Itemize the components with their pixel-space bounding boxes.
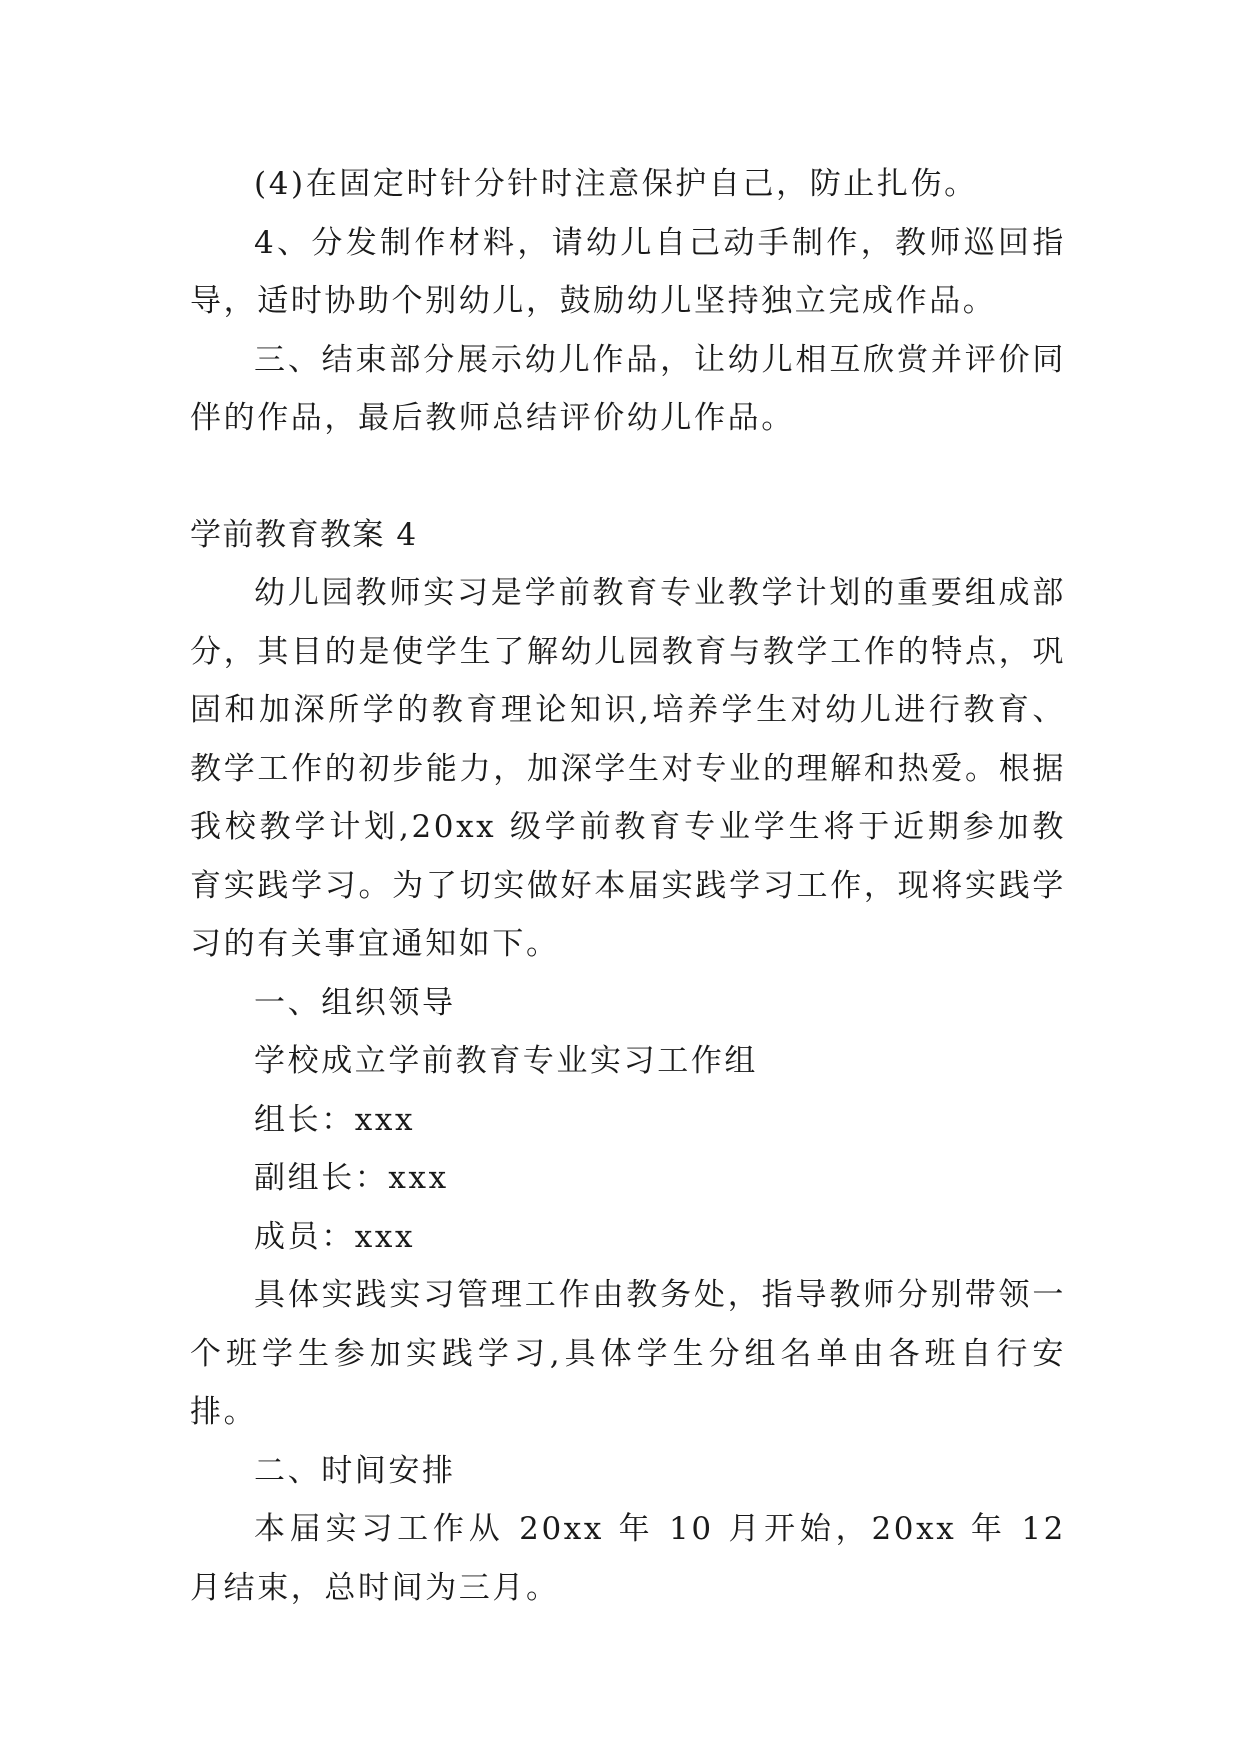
paragraph-management: 具体实践实习管理工作由教务处，指导教师分别带领一个班学生参加实践学习,具体学生分组名单由各班自行安排。 — [190, 1277, 1066, 1430]
paragraph-working-group: 学校成立学前教育专业实习工作组 — [254, 1043, 758, 1079]
heading-schedule: 二、时间安排 — [254, 1452, 456, 1489]
paragraph-closing-section: 三、结束部分展示幼儿作品，让幼儿相互欣赏并评价同伴的作品，最后教师总结评价幼儿作品。 — [190, 341, 1066, 436]
heading-organization: 一、组织领导 — [254, 984, 456, 1021]
document-body — [190, 155, 1066, 1617]
paragraph-members: 成员：xxx — [254, 1218, 416, 1255]
paragraph-intro: 幼儿园教师实习是学前教育专业教学计划的重要组成部分，其目的是使学生了解幼儿园教育与教学工作的特点，巩固和加深所学的教育理论知识,培养学生对幼儿进行教育、教学工作的初步能力，加深学生对专业的理解和热爱。根据我校教学计划,20xx 级学前教育专业学生将于近期参加教育实践学习。为了切实做好本届实践学习工作，现将实践学习的有关事宜通知如下。 — [190, 575, 1066, 962]
section-title: 学前教育教案 4 — [190, 516, 418, 553]
paragraph-leader: 组长：xxx — [254, 1101, 416, 1138]
paragraph-schedule: 本届实习工作从 20xx 年 10 月开始，20xx 年 12 月结束，总时间为三月。 — [190, 1511, 1066, 1606]
paragraph-distribute-materials: 4、分发制作材料，请幼儿自己动手制作，教师巡回指导，适时协助个别幼儿，鼓励幼儿坚持独立完成作品。 — [190, 224, 1066, 319]
paragraph-step-4-safety: (4)在固定时针分针时注意保护自己，防止扎伤。 — [254, 166, 978, 202]
paragraph-vice-leader: 副组长：xxx — [254, 1160, 449, 1196]
